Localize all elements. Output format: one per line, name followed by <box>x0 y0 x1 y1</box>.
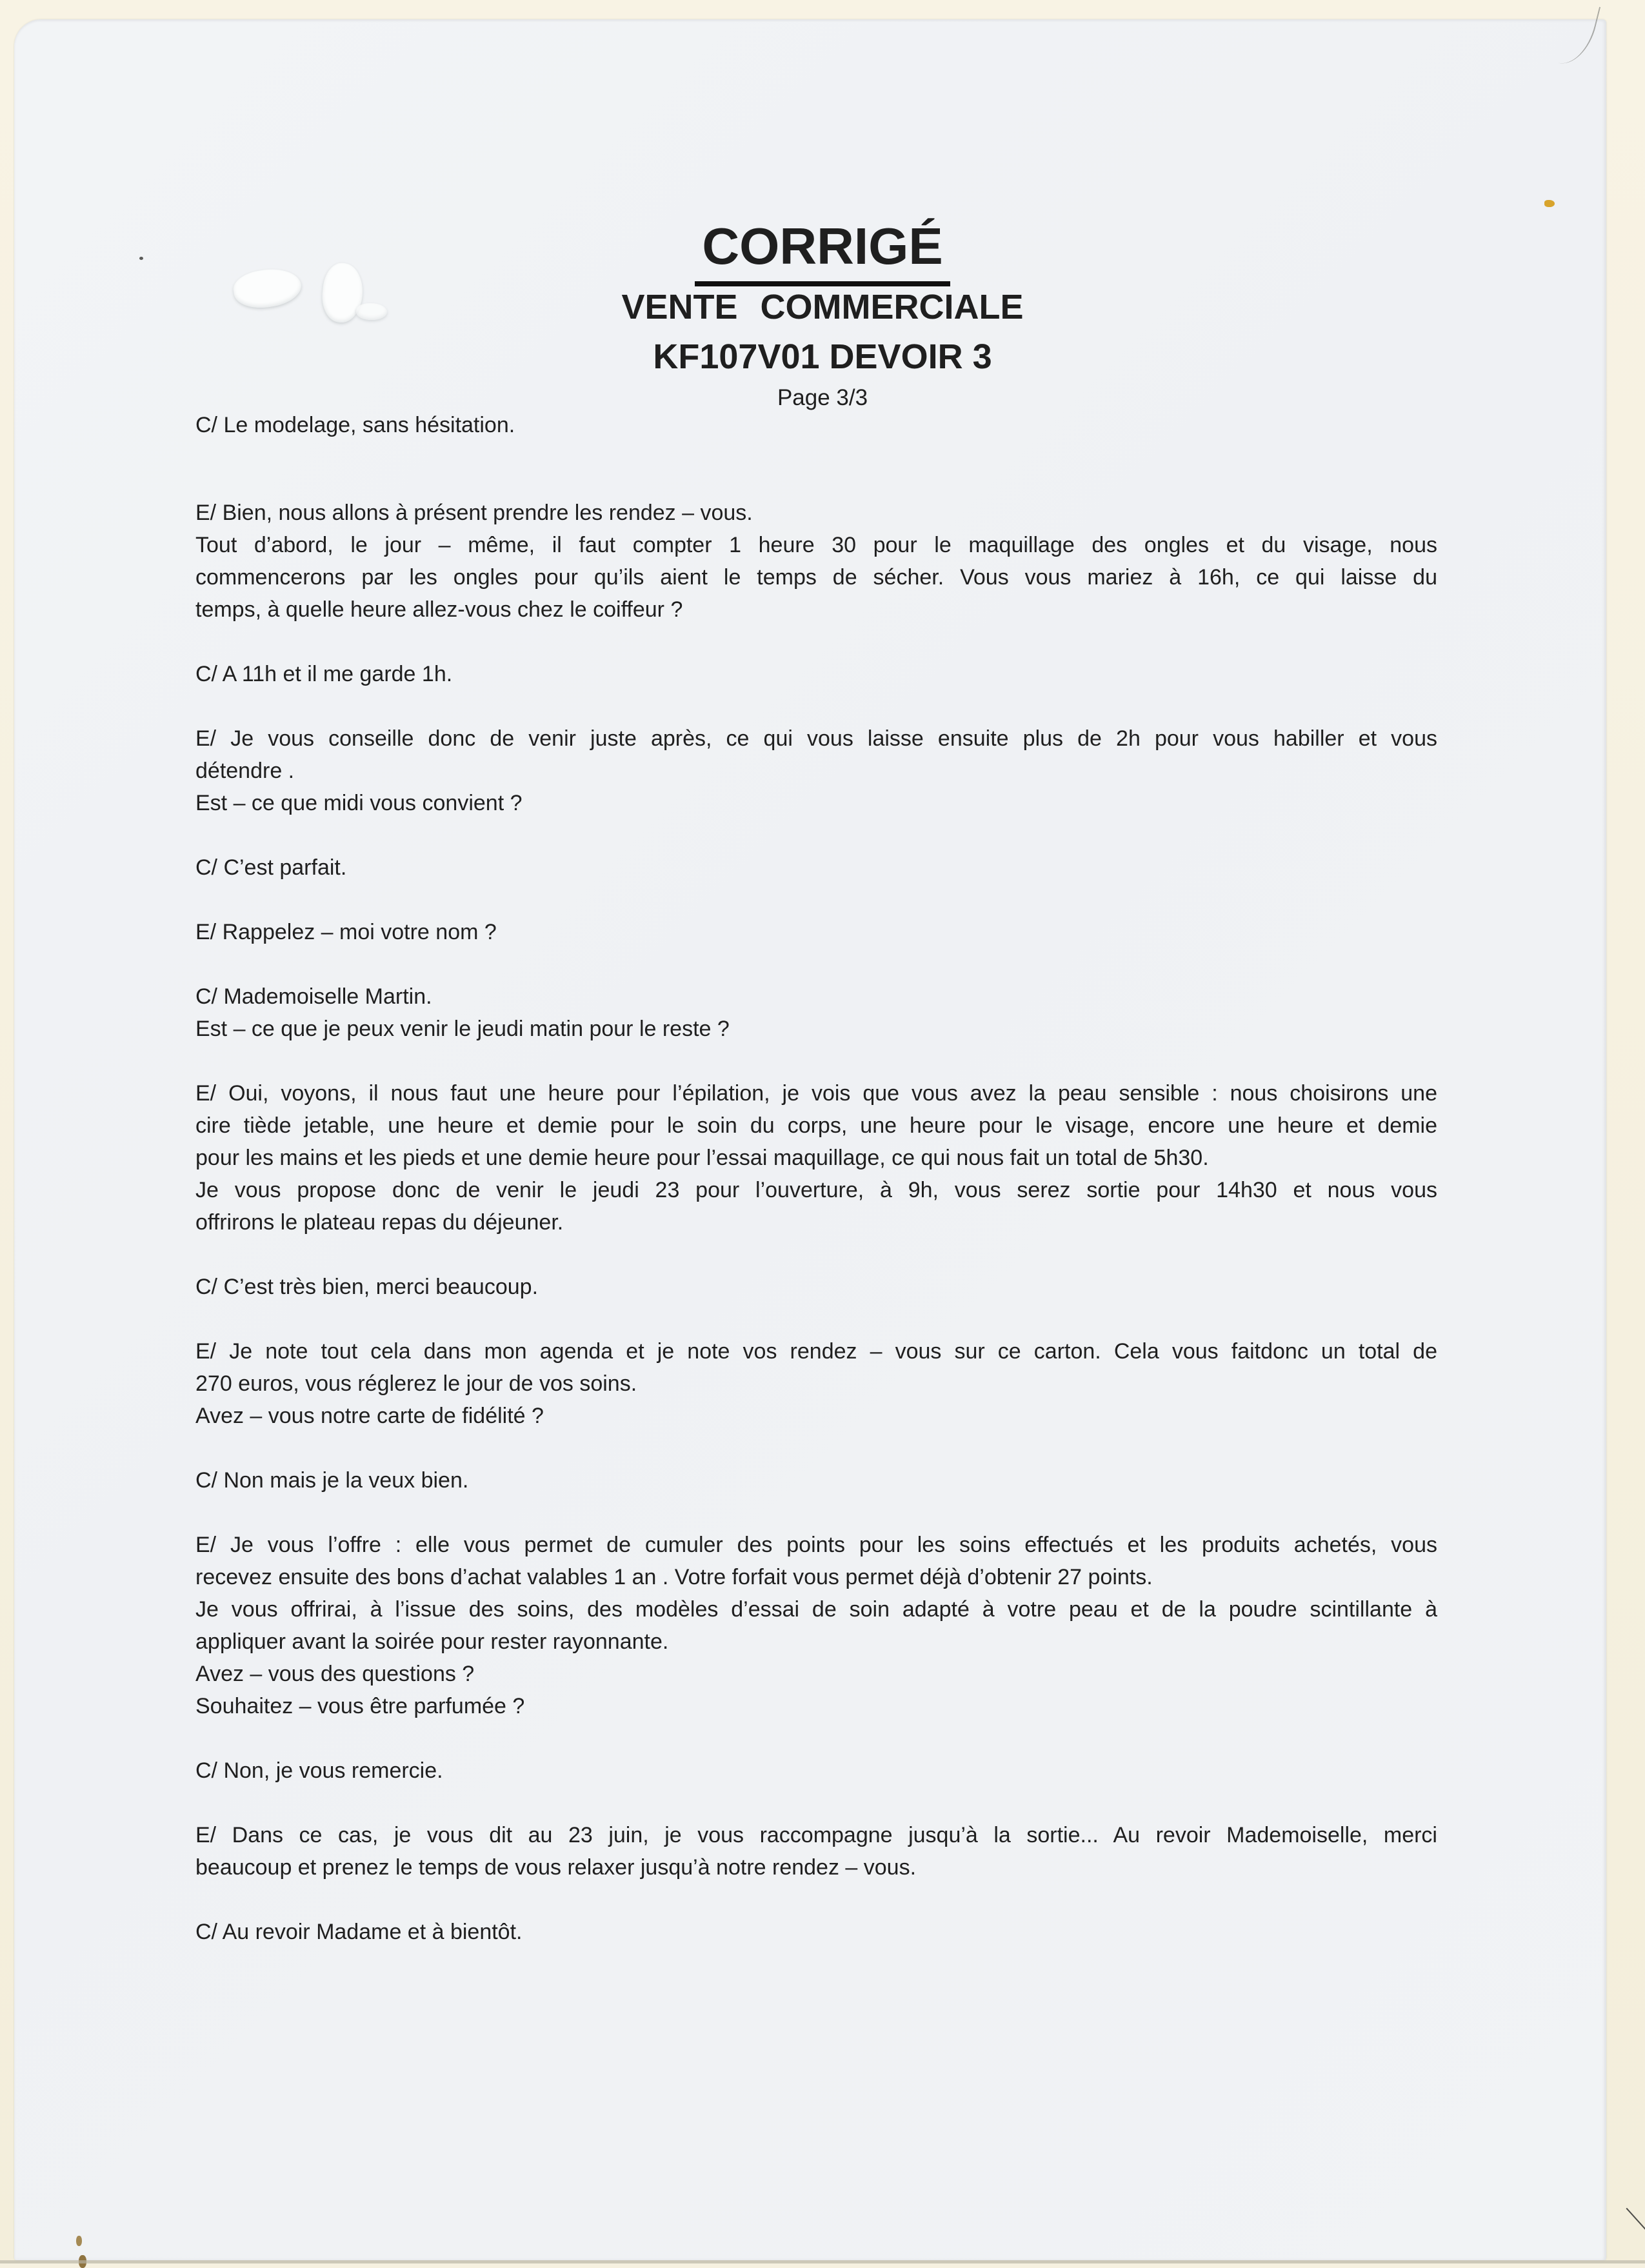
dialogue-paragraph-E <box>195 497 1437 626</box>
dialogue-line: C/ Au revoir Madame et à bientôt. <box>195 1920 523 1944</box>
dialogue-line: Tout d’abord, le jour – même, il faut compter 1 heure 30 pour le maquillage des ongles et du visage, nous <box>195 533 1437 557</box>
dialogue-line-intro: C/ Le modelage, sans hésitation. <box>195 413 515 437</box>
dialogue-line: E/ Je vous conseille donc de venir juste après, ce qui vous laisse ensuite plus de 2h pour vous habiller et vous <box>195 726 1437 751</box>
whiteout-smudge <box>356 303 387 320</box>
dialogue-line: Est – ce que midi vous convient ? <box>195 791 523 815</box>
dialogue-line: pour les mains et les pieds et une demie heure pour l’essai maquillage, ce qui nous fait un total de 5h30. <box>195 1146 1209 1170</box>
dialogue-paragraph-E <box>195 1335 1437 1432</box>
dialogue-line: commencerons par les ongles pour qu’ils aient le temps de sécher. Vous vous mariez à 16h, ce qui laisse du <box>195 565 1437 590</box>
dialogue-line: Je vous propose donc de venir le jeudi 23 pour l’ouverture, à 9h, vous serez sortie pour 14h30 et nous vous <box>195 1178 1437 1202</box>
dialogue <box>195 497 1437 1980</box>
dialogue-paragraph-E <box>195 1077 1437 1238</box>
dialogue-paragraph-C <box>195 980 1437 1045</box>
paper-speck <box>139 257 143 260</box>
dialogue-line: C/ A 11h et il me garde 1h. <box>195 662 453 686</box>
dialogue-line: Souhaitez – vous être parfumée ? <box>195 1694 525 1718</box>
dialogue-line: C/ Mademoiselle Martin. <box>195 984 432 1009</box>
dialogue-paragraph-C <box>195 1755 1437 1787</box>
dialogue-line: E/ Je note tout cela dans mon agenda et je note vos rendez – vous sur ce carton. Cela vous faitdonc un total de <box>195 1339 1437 1364</box>
dialogue-paragraph-C <box>195 658 1437 690</box>
dialogue-line: Avez – vous des questions ? <box>195 1662 475 1686</box>
dialogue-line: E/ Rappelez – moi votre nom ? <box>195 920 497 944</box>
dialogue-line: Je vous offrirai, à l’issue des soins, des modèles d’essai de soin adapté à votre peau et de la poudre scintillante à <box>195 1597 1437 1622</box>
page-number: Page 3/3 <box>777 385 868 410</box>
dialogue-line: offrirons le plateau repas du déjeuner. <box>195 1210 564 1235</box>
dialogue-line: E/ Je vous l’offre : elle vous permet de cumuler des points pour les soins effectués et les produits achetés, vous <box>195 1533 1437 1557</box>
dialogue-paragraph-E <box>195 1819 1437 1884</box>
dialogue-line: détendre . <box>195 759 295 783</box>
scanner-corner-line <box>1626 2208 1645 2247</box>
document-assignment-code: KF107V01 DEVOIR 3 <box>653 337 992 376</box>
dialogue-line: appliquer avant la soirée pour rester rayonnante. <box>195 1629 669 1654</box>
dialogue-line: recevez ensuite des bons d’achat valables 1 an . Votre forfait vous permet déjà d’obtenir 27 points. <box>195 1565 1153 1589</box>
dialogue-line: Est – ce que je peux venir le jeudi matin pour le reste ? <box>195 1017 730 1041</box>
dialogue-paragraph-E <box>195 916 1437 948</box>
dialogue-paragraph-E <box>195 722 1437 819</box>
dialogue-paragraph-C <box>195 1271 1437 1303</box>
dialogue-paragraph-C <box>195 851 1437 884</box>
dialogue-paragraph-E <box>195 1529 1437 1722</box>
dialogue-paragraph-C <box>195 1464 1437 1497</box>
dialogue-line: cire tiède jetable, une heure et demie pour le soin du corps, une heure pour le visage, encore une heure et demie <box>195 1113 1437 1138</box>
document-page <box>14 19 1606 2260</box>
dialogue-line: E/ Dans ce cas, je vous dit au 23 juin, je vous raccompagne jusqu’à la sortie... Au revoir Mademoiselle, merci <box>195 1823 1437 1847</box>
dialogue-line: C/ C’est parfait. <box>195 855 347 880</box>
dialogue-line: E/ Bien, nous allons à présent prendre les rendez – vous. <box>195 501 753 525</box>
document-subtitle: VENTE COMMERCIALE <box>621 288 1024 326</box>
dialogue-line: E/ Oui, voyons, il nous faut une heure pour l’épilation, je vois que vous avez la peau sensible : nous choisirons une <box>195 1081 1437 1106</box>
dialogue-line: temps, à quelle heure allez-vous chez le coiffeur ? <box>195 597 683 622</box>
paper-speck <box>1544 200 1555 207</box>
dialogue-paragraph-C <box>195 1916 1437 1948</box>
dialogue-line: 270 euros, vous réglerez le jour de vos soins. <box>195 1371 637 1396</box>
paper-speck <box>76 2236 82 2246</box>
dialogue-line: beaucoup et prenez le temps de vous relaxer jusqu’à notre rendez – vous. <box>195 1855 917 1880</box>
dialogue-line: C/ C’est très bien, merci beaucoup. <box>195 1275 539 1299</box>
document-title: CORRIGÉ <box>695 217 950 286</box>
scan-bottom-edge <box>0 2260 1645 2263</box>
dialogue-line: C/ Non mais je la veux bien. <box>195 1468 469 1493</box>
dialogue-line: C/ Non, je vous remercie. <box>195 1758 443 1783</box>
dialogue-line: Avez – vous notre carte de fidélité ? <box>195 1404 544 1428</box>
